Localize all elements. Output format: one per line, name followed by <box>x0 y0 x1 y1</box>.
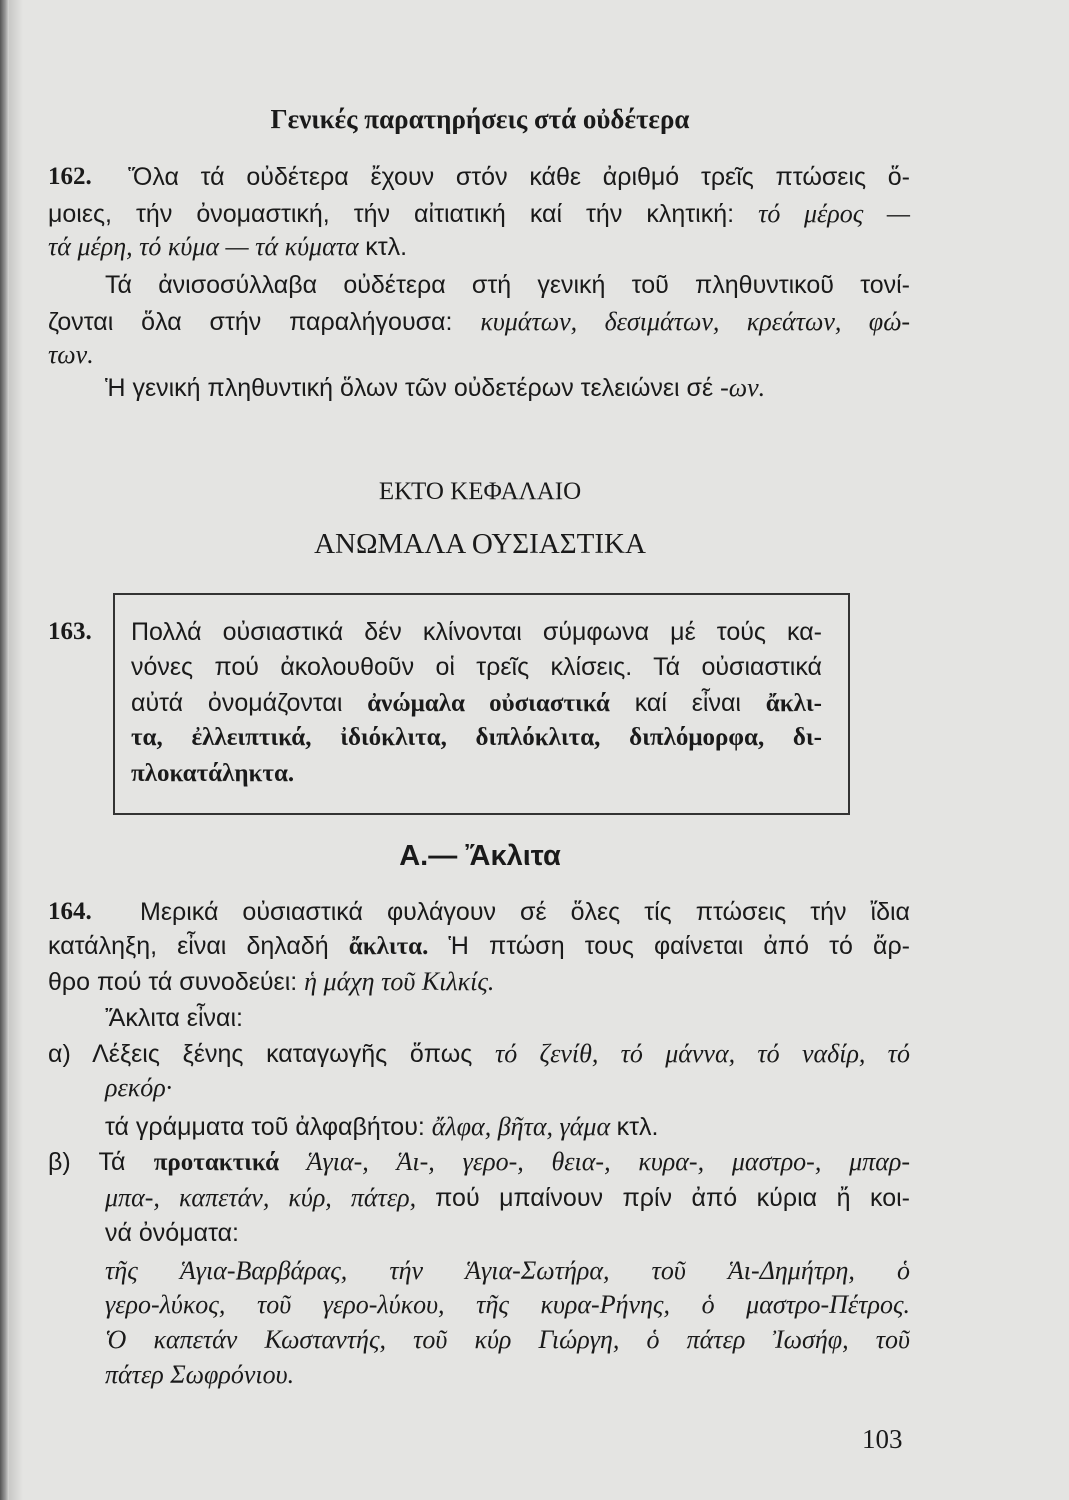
chapter-title: ΑΝΩΜΑΛΑ ΟΥΣΙΑΣΤΙΚΑ <box>314 528 646 560</box>
italic-text: πάτερ Σωφρόνιου. <box>105 1360 295 1389</box>
text-line <box>48 306 910 338</box>
italic-text: μπα-, καπετάν, κύρ, πάτερ, <box>105 1183 436 1212</box>
text-segment: καί εἶναι <box>609 689 766 717</box>
text-line <box>105 1255 910 1287</box>
text-line <box>105 1324 910 1356</box>
bold-text: πλοκατάληκτα. <box>131 760 295 787</box>
italic-text: τό ζενίθ, τό μάννα, τό ναδίρ, τό <box>494 1039 910 1068</box>
text-line <box>48 198 910 230</box>
text-line <box>140 896 910 928</box>
bold-text: τα, ἐλλειπτικά, ἰδιόκλιτα, διπλόκλιτα, διπλόμορφα, δι- <box>131 724 822 751</box>
text-line <box>131 721 822 754</box>
text-line <box>131 687 822 720</box>
bold-text: ἄκλι- <box>765 690 822 717</box>
text-line <box>48 966 494 998</box>
text-segment: τά γράμματα τοῦ ἀλφαβήτου: <box>105 1113 432 1141</box>
text-line <box>48 1038 910 1070</box>
page-number: 103 <box>862 1424 903 1454</box>
text-line <box>105 1289 910 1321</box>
italic-text: τῆς Ἁγια-Βαρβάρας, τήν Ἁγια-Σωτήρα, τοῦ Ἁι-Δημήτρη, ὁ <box>105 1256 910 1285</box>
text-segment: Ὅλα τά οὐδέτερα ἔχουν στόν κάθε ἀριθμό τρεῖς πτώσεις ὅ- <box>128 163 910 191</box>
bold-text: προτακτικά <box>153 1149 307 1176</box>
text-line <box>131 757 294 790</box>
italic-text: ἡ μάχη τοῦ Κιλκίς. <box>304 967 495 996</box>
text-line <box>48 231 407 263</box>
chapter-label: ΕΚΤΟ ΚΕΦΑΛΑΙΟ <box>378 478 582 505</box>
text-line <box>105 269 910 301</box>
text-line <box>48 930 910 963</box>
italic-text: τό μέρος — <box>758 199 910 228</box>
italic-text: των. <box>48 340 94 369</box>
text-line <box>131 616 822 648</box>
text-segment: μοιες, τήν ὀνομαστική, τήν αἰτιατική καί τήν κλητική: <box>48 200 759 228</box>
italic-text: ρεκόρ· <box>105 1073 173 1102</box>
text-segment: Τά ἀνισοσύλλαβα οὐδέτερα στή γενική τοῦ πληθυντικοῦ τονί- <box>105 271 910 299</box>
text-segment: αὐτά ὀνομάζονται <box>131 689 368 717</box>
italic-text: ἄλφα, βῆτα, γάμα <box>431 1112 617 1141</box>
text-segment: Ἡ πτώση τους φαίνεται ἀπό τό ἄρ- <box>428 932 910 960</box>
subsection-title: Α.— Ἄκλιτα <box>399 840 561 872</box>
bold-text: ἄκλιτα. <box>348 933 429 960</box>
text-segment: κτλ. <box>365 233 408 261</box>
text-line <box>105 1359 294 1391</box>
italic-text: τά μέρη, τό κύμα — τά κύματα <box>48 232 366 261</box>
text-line <box>105 1182 910 1214</box>
text-segment: κατάληξη, εἶναι δηλαδή <box>48 932 349 960</box>
text-segment: νά ὀνόματα: <box>105 1219 239 1247</box>
text-segment: θρο πού τά συνοδεύει: <box>48 968 305 996</box>
text-segment: Πολλά οὐσιαστικά δέν κλίνονται σύμφωνα μέ τούς κα- <box>131 618 822 646</box>
page-gutter <box>9 0 23 1500</box>
paragraph-number: 163. <box>48 618 92 645</box>
paragraph-number: 162. <box>48 163 92 190</box>
text-segment: β) Τά <box>48 1148 154 1176</box>
italic-text: γερο-λύκος, τοῦ γερο-λύκου, τῆς κυρα-Ρήνης, ὁ μαστρο-Πέτρος. <box>105 1290 910 1319</box>
text-line <box>48 339 94 371</box>
text-segment: Ἄκλιτα εἶναι: <box>105 1004 243 1032</box>
text-line <box>48 1146 910 1179</box>
text-segment: νόνες πού ἀκολουθοῦν οἱ τρεῖς κλίσεις. Τά οὐσιαστικά <box>131 653 822 681</box>
text-line <box>105 372 765 404</box>
italic-text: -ων. <box>720 373 766 402</box>
book-spine-shadow <box>0 0 9 1500</box>
text-line <box>105 1002 243 1034</box>
text-line <box>105 1217 239 1249</box>
section-title: Γενικές παρατηρήσεις στά οὐδέτερα <box>270 104 690 134</box>
italic-text: κυμάτων, δεσιμάτων, κρεάτων, φώ- <box>480 307 910 336</box>
text-line <box>105 1072 172 1104</box>
italic-text: Ὁ καπετάν Κωσταντής, τοῦ κύρ Γιώργη, ὁ πάτερ Ἰωσήφ, τοῦ <box>105 1325 910 1354</box>
bold-text: ἀνώμαλα οὐσιαστικά <box>367 690 610 717</box>
italic-text: Ἁγια-, Ἁι-, γερο-, θεια-, κυρα-, μαστρο-, μπαρ- <box>306 1147 910 1176</box>
text-segment: Ἡ γενική πληθυντική ὅλων τῶν οὐδετέρων τελειώνει σέ <box>105 374 721 402</box>
text-line <box>128 161 910 193</box>
text-line <box>105 1111 658 1143</box>
text-segment: Μερικά οὐσιαστικά φυλάγουν σέ ὅλες τίς πτώσεις τήν ἴδια <box>140 898 910 926</box>
text-segment: κτλ. <box>616 1113 659 1141</box>
text-line <box>131 651 822 683</box>
paragraph-number: 164. <box>48 898 92 925</box>
text-segment: πού μπαίνουν πρίν ἀπό κύρια ἤ κοι- <box>435 1184 910 1212</box>
text-segment: α) Λέξεις ξένης καταγωγῆς ὅπως <box>48 1040 495 1068</box>
text-segment: ζονται ὅλα στήν παραλήγουσα: <box>48 308 481 336</box>
